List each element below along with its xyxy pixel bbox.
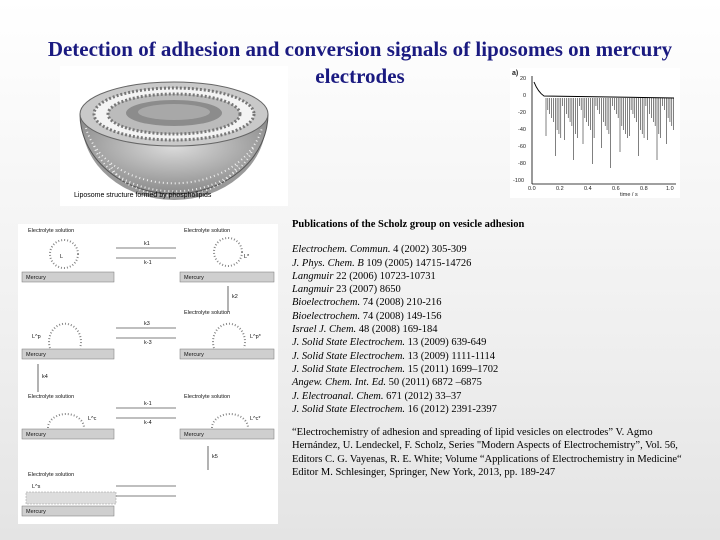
scheme-text: Mercury: [184, 432, 204, 438]
reference-journal: J. Electroanal. Chem.: [292, 390, 384, 402]
reference-item: [292, 257, 702, 270]
reference-journal: J. Solid State Electrochem.: [292, 363, 406, 375]
adhesion-scheme: [18, 224, 278, 524]
scheme-text: L^p: [32, 334, 41, 340]
scheme-text: k-4: [144, 420, 152, 426]
y-tick: -60: [518, 144, 526, 150]
reference-details: 671 (2012) 33–37: [383, 390, 462, 402]
scheme-text: Mercury: [26, 275, 46, 281]
scheme-text: k1: [144, 241, 150, 247]
scheme-text: L*: [244, 254, 250, 260]
reference-details: 16 (2012) 2391-2397: [405, 403, 497, 415]
reference-journal: Bioelectrochem.: [292, 310, 361, 322]
x-tick: 0.0: [528, 186, 536, 192]
x-tick: 0.6: [612, 186, 620, 192]
reference-item: [292, 323, 702, 336]
reference-details: 15 (2011) 1699–1702: [405, 363, 499, 375]
reference-item: [292, 376, 702, 389]
scheme-text: Electrolyte solution: [28, 472, 75, 478]
reference-journal: Angew. Chem. Int. Ed.: [292, 377, 386, 389]
reference-item: [292, 270, 702, 283]
y-tick: -20: [518, 110, 526, 116]
panel-label: a): [512, 70, 519, 77]
liposome-caption: Liposome structure formed by phospholipids: [74, 192, 212, 199]
reference-item: [292, 350, 702, 363]
reference-item: [292, 283, 702, 296]
liposome-figure: [60, 66, 288, 206]
x-tick: 1.0: [666, 186, 674, 192]
current-plot-svg: [510, 68, 680, 198]
adhesion-scheme-svg: [18, 224, 278, 524]
reference-details: 22 (2006) 10723-10731: [333, 270, 436, 282]
scheme-text: L: [60, 254, 64, 260]
x-axis-label: time / s: [620, 192, 638, 198]
reference-journal: J. Solid State Electrochem.: [292, 337, 406, 349]
page-title: Detection of adhesion and conversion signals of liposomes on mercury electrodes: [47, 37, 673, 88]
current-plot: [510, 68, 680, 198]
reference-details: 74 (2008) 149-156: [360, 310, 442, 322]
scheme-text: Electrolyte solution: [184, 310, 231, 316]
scheme-text: L^s: [32, 484, 41, 490]
reference-journal: Electrochem. Commun.: [292, 244, 391, 256]
scheme-text: L^p*: [250, 334, 261, 340]
publications-list: [292, 218, 702, 479]
reference-item: [292, 336, 702, 349]
publications-header: Publications of the Scholz group on vesicle adhesion: [292, 219, 525, 230]
reference-item: [292, 310, 702, 323]
scheme-text: Mercury: [26, 509, 46, 515]
scheme-text: Electrolyte solution: [184, 394, 231, 400]
liposome-illustration: [60, 66, 288, 206]
y-tick: 20: [520, 76, 527, 82]
scheme-text: Electrolyte solution: [184, 228, 231, 234]
reference-item: [292, 403, 702, 416]
scheme-text: k4: [42, 374, 48, 380]
reference-details: 13 (2009) 1111-1114: [405, 350, 495, 362]
reference-journal: Bioelectrochem.: [292, 297, 361, 309]
scheme-text: Mercury: [184, 275, 204, 281]
reference-details: 13 (2009) 639-649: [405, 337, 487, 349]
reference-details: 48 (2008) 169-184: [356, 324, 438, 336]
scheme-text: Mercury: [26, 352, 46, 358]
x-tick: 0.4: [584, 186, 592, 192]
scheme-text: k-1: [144, 260, 152, 266]
reference-journal: J. Solid State Electrochem.: [292, 403, 406, 415]
reference-journal: J. Solid State Electrochem.: [292, 350, 406, 362]
y-tick: -80: [518, 161, 526, 167]
scheme-text: Mercury: [184, 352, 204, 358]
scheme-text: Electrolyte solution: [28, 394, 75, 400]
scheme-text: k-3: [144, 340, 152, 346]
reference-item: [292, 296, 702, 309]
reference-item: [292, 363, 702, 376]
reference-details: 109 (2005) 14715-14726: [363, 257, 472, 269]
y-tick: 0: [523, 93, 527, 99]
x-tick: 0.8: [640, 186, 648, 192]
y-tick: -100: [513, 178, 525, 184]
reference-journal: Langmuir: [292, 284, 334, 296]
scheme-text: k2: [232, 294, 238, 300]
reference-journal: Langmuir: [292, 270, 334, 282]
x-tick: 0.2: [556, 186, 564, 192]
reference-details: 74 (2008) 210-216: [360, 297, 442, 309]
reference-details: 23 (2007) 8650: [333, 284, 401, 296]
y-tick: -40: [518, 127, 526, 133]
reference-journal: Israel J. Chem.: [292, 324, 357, 336]
scheme-text: Electrolyte solution: [28, 228, 75, 234]
scheme-text: L^c: [88, 416, 97, 422]
reference-details: 4 (2002) 305-309: [390, 244, 467, 256]
reference-item: [292, 243, 702, 256]
book-reference: “Electrochemistry of adhesion and spreading of lipid vesicles on electrodes” V. Agmo Hernández, U. Lendeckel, F. Scholz, Series "Modern Aspects of Electrochemistry”, Vol. 56, Editors C. G. Vayenas, R. E. White; Volume “Applications of Electrochemistry in Medicine“ Editor M. Schlesinger, Springer, New York, 2013, pp. 189-247: [292, 427, 682, 479]
reference-journal: J. Phys. Chem. B: [292, 257, 364, 269]
scheme-text: k5: [212, 454, 218, 460]
reference-details: 50 (2011) 6872 –6875: [386, 377, 482, 389]
scheme-text: L^c*: [250, 416, 261, 422]
scheme-text: k3: [144, 321, 150, 327]
reference-list: [292, 243, 702, 416]
reference-item: [292, 390, 702, 403]
scheme-text: Mercury: [26, 432, 46, 438]
scheme-text: k-1: [144, 401, 152, 407]
